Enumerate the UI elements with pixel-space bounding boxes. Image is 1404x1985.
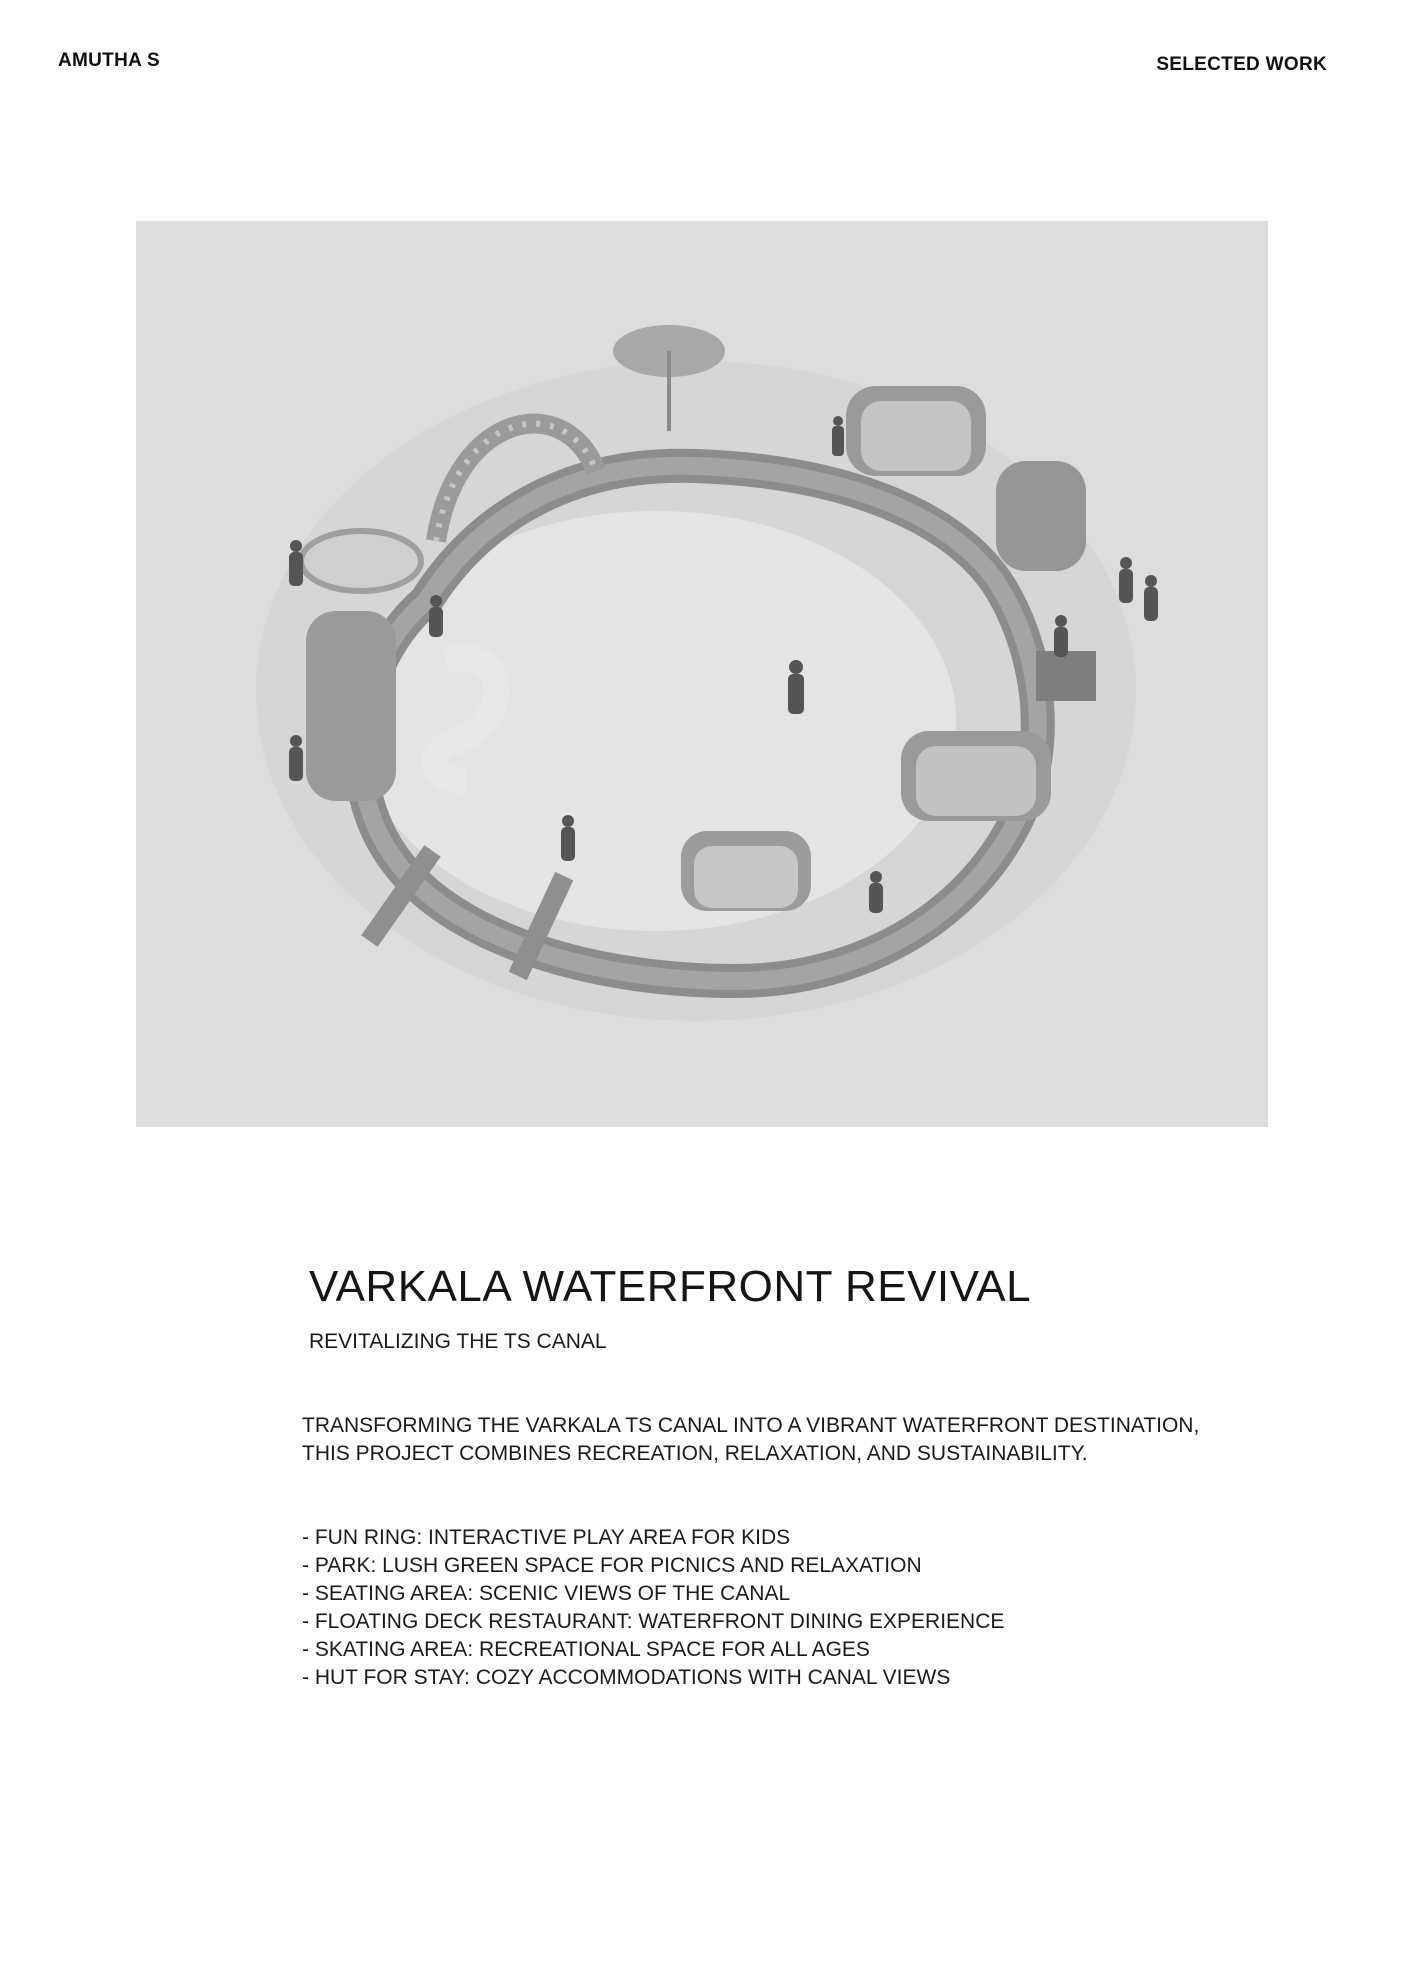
description-line: THIS PROJECT COMBINES RECREATION, RELAXATION, AND SUSTAINABILITY. [302, 1442, 1088, 1465]
feature-item: - PARK: LUSH GREEN SPACE FOR PICNICS AND RELAXATION [302, 1554, 922, 1577]
feature-item: - FUN RING: INTERACTIVE PLAY AREA FOR KIDS [302, 1526, 791, 1549]
project-description [302, 1412, 1282, 1468]
feature-item: - HUT FOR STAY: COZY ACCOMMODATIONS WITH CANAL VIEWS [302, 1666, 951, 1689]
project-title: VARKALA WATERFRONT REVIVAL [309, 1262, 1032, 1311]
author-name: AMUTHA S [58, 50, 160, 71]
feature-list [302, 1524, 1004, 1692]
feature-item: - SEATING AREA: SCENIC VIEWS OF THE CANAL [302, 1582, 791, 1605]
description-line: TRANSFORMING THE VARKALA TS CANAL INTO A VIBRANT WATERFRONT DESTINATION, [302, 1414, 1200, 1437]
feature-item: - SKATING AREA: RECREATIONAL SPACE FOR ALL AGES [302, 1638, 870, 1661]
project-subtitle: REVITALIZING THE TS CANAL [309, 1330, 607, 1353]
project-render-image [136, 221, 1268, 1127]
section-label: SELECTED WORK [1156, 54, 1327, 75]
feature-item: - FLOATING DECK RESTAURANT: WATERFRONT DINING EXPERIENCE [302, 1610, 1005, 1633]
